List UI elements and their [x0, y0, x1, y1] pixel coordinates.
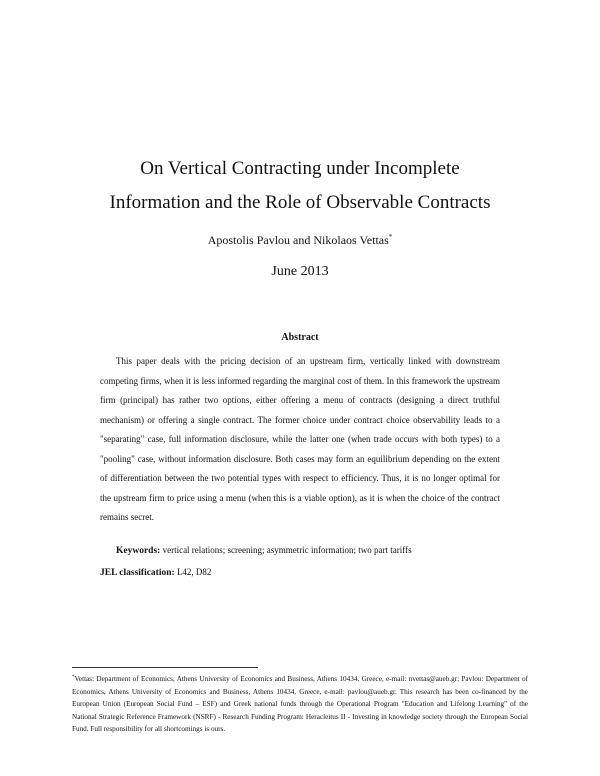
keywords-line	[100, 545, 520, 556]
abstract-heading: Abstract	[281, 332, 319, 343]
keywords-text: vertical relations; screening; asymmetric information; two part tariffs	[162, 545, 412, 555]
jel-label: JEL classification:	[100, 568, 175, 578]
author-footnote	[72, 672, 528, 736]
jel-classification-line	[100, 567, 520, 578]
footnote-mark: *	[72, 675, 75, 680]
paper-date: June 2013	[271, 264, 329, 279]
jel-codes: L42, D82	[176, 567, 212, 577]
paper-title-line-2: Information and the Role of Observable Contracts	[109, 192, 491, 213]
abstract-body: This paper deals with the pricing decision of an upstream firm, vertically linked with downstream competing firms, when it is less informed regarding the marginal cost of them. In this framework the upstream firm (principal) has rather two options, either offering a menu of contracts (designing a direct truthful mechanism) or offering a single contract. The former choice under contract choice observability leads to a "separating" case, full information disclosure, while the latter one (when trade occurs with both types) to a "pooling" case, without information disclosure. Both cases may form an equilibrium depending on the extent of differentiation between the two potential types with respect to efficiency. Thus, it is no longer optimal for the upstream firm to price using a menu (when this is a viable option), as it is when the choice of the contract remains secret.	[100, 356, 500, 522]
author-footnote-mark: *	[388, 233, 393, 241]
keywords-label: Keywords:	[116, 546, 161, 556]
paper-authors	[60, 233, 540, 248]
paper-title	[60, 152, 540, 220]
footnote-text: Vettas: Department of Economics, Athens University of Economics and Business, Athens 10434, Greece, e-mail: nvettas@aueb.gr; Pavlou: Department of Economics, Athens University of Economics and Business, Athens 10434, Greece, e-mail: pavlou@aueb.gr. This research has been co-financed by the European Union (European Social Fund – ESF) and Greek national funds through the Operational Program "Education and Lifelong Learning" of the National Strategic Reference Framework (NSRF) - Research Funding Program: Heracleitus II - Investing in knowledge society through the European Social Fund. Full responsibility for all shortcomings is ours.	[72, 675, 528, 734]
authors-names: Apostolis Pavlou and Nikolaos Vettas	[207, 233, 389, 247]
footnote-divider	[72, 667, 258, 668]
paper-title-line-1: On Vertical Contracting under Incomplete	[140, 158, 460, 179]
